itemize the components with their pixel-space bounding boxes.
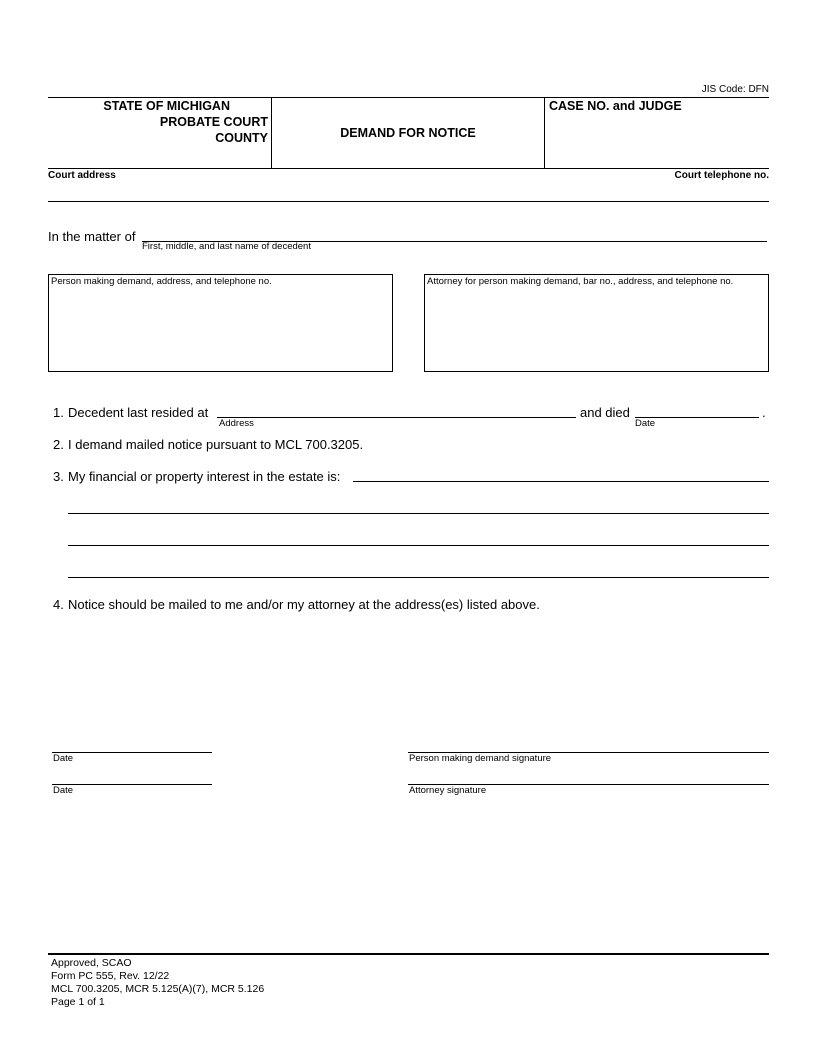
interest-line-2[interactable] — [68, 513, 769, 514]
date-caption-2: Date — [53, 785, 74, 796]
court-name: PROBATE COURT — [159, 115, 268, 129]
attorney-box[interactable] — [424, 274, 769, 372]
item4-text: Notice should be mailed to me and/or my attorney at the address(es) listed above. — [68, 597, 540, 612]
item4-number: 4. — [53, 597, 64, 612]
date-line-2[interactable] — [52, 784, 212, 785]
item3-text: My financial or property interest in the estate is: — [68, 469, 341, 484]
date-caption-1: Date — [53, 753, 74, 764]
item1-period: . — [762, 405, 766, 420]
county-label: COUNTY — [215, 131, 268, 145]
date-caption: Date — [635, 418, 656, 429]
header-bottom-border — [48, 168, 769, 169]
footer-block — [51, 957, 264, 1009]
attorney-label: Attorney for person making demand, bar no., address, and telephone no. — [427, 276, 734, 287]
footer-page: Page 1 of 1 — [51, 996, 105, 1008]
interest-line-1[interactable] — [353, 481, 769, 482]
state-name: STATE OF MICHIGAN — [103, 99, 230, 113]
footer-authority: MCL 700.3205, MCR 5.125(A)(7), MCR 5.126 — [51, 983, 265, 995]
decedent-address-line[interactable] — [217, 417, 576, 418]
matter-prefix: In the matter of — [48, 229, 136, 244]
and-died-text: and died — [580, 405, 630, 420]
address-caption: Address — [219, 418, 254, 429]
header-divider-right — [544, 97, 545, 169]
person-making-demand-box[interactable] — [48, 274, 393, 372]
interest-line-4[interactable] — [68, 577, 769, 578]
form-title: DEMAND FOR NOTICE — [340, 126, 476, 140]
date-line-1[interactable] — [52, 752, 212, 753]
header-top-border — [48, 97, 769, 98]
item1-number: 1. — [53, 405, 64, 420]
court-address-line[interactable] — [48, 201, 769, 202]
item2-text: I demand mailed notice pursuant to MCL 700.3205. — [68, 437, 364, 452]
person-signature-caption: Person making demand signature — [409, 753, 552, 764]
footer-rule — [48, 953, 769, 955]
item2-number: 2. — [53, 437, 64, 452]
court-telephone-label: Court telephone no. — [674, 170, 769, 181]
attorney-signature-caption: Attorney signature — [409, 785, 487, 796]
decedent-name-caption: First, middle, and last name of decedent — [142, 241, 311, 252]
item3-number: 3. — [53, 469, 64, 484]
footer-approved: Approved, SCAO — [51, 957, 132, 969]
court-address-label: Court address — [48, 170, 116, 181]
jis-code: JIS Code: DFN — [701, 84, 769, 95]
person-making-demand-label: Person making demand, address, and telephone no. — [51, 276, 272, 287]
case-no-judge-label: CASE NO. and JUDGE — [549, 99, 682, 113]
interest-line-3[interactable] — [68, 545, 769, 546]
footer-form-number: Form PC 555, Rev. 12/22 — [51, 970, 170, 982]
item1-text: Decedent last resided at — [68, 405, 209, 420]
